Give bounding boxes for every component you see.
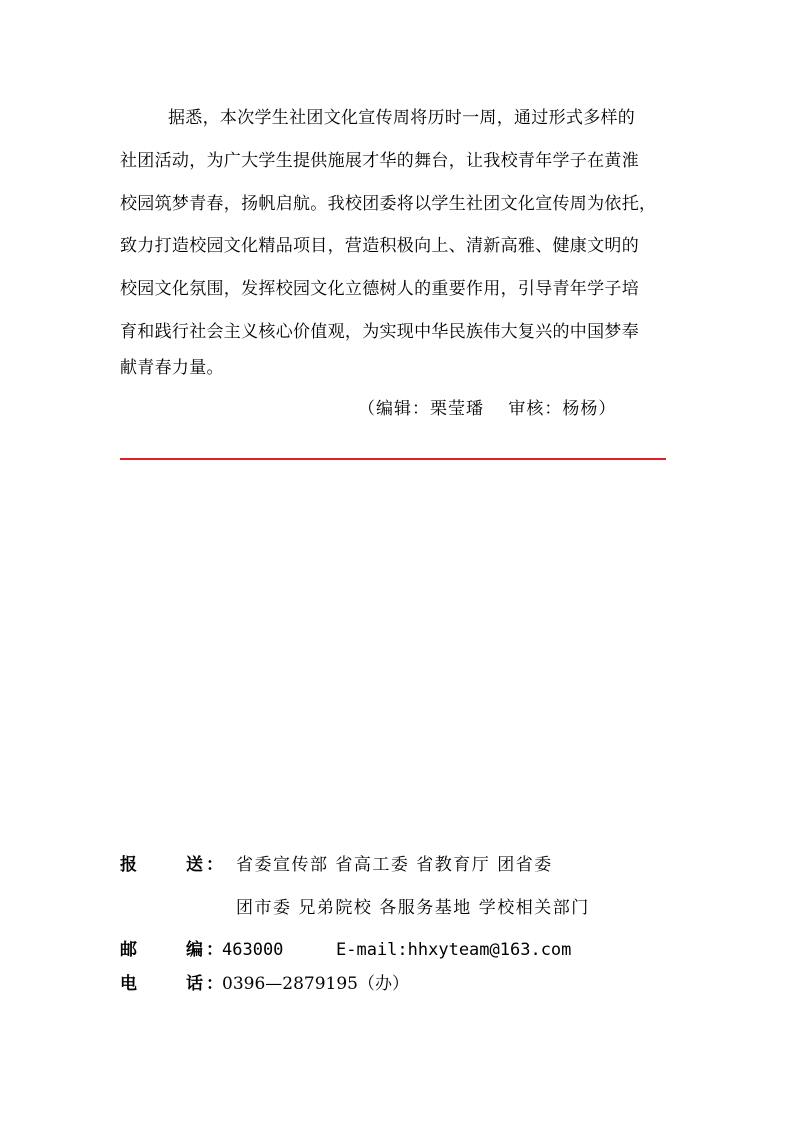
article-paragraph-line: 育和践行社会主义核心价值观，为实现中华民族伟大复兴的中国梦奉 — [120, 322, 639, 342]
editor-credit: （编辑：栗莹璠 审核：杨杨） — [358, 399, 617, 419]
article-paragraph-line: 校园文化氛围，发挥校园文化立德树人的重要作用，引导青年学子培 — [120, 279, 639, 299]
phone-value: 0396—2879195（办） — [222, 974, 409, 994]
postcode-row: 邮 编 ： 463000 E-mail:hhxyteam@163.com — [120, 940, 572, 960]
article-paragraph-line: 据悉，本次学生社团文化宣传周将历时一周，通过形式多样的 — [168, 108, 636, 128]
send-to-recipients-line1: 省委宣传部 省高工委 省教育厅 团省委 — [236, 855, 553, 875]
article-paragraph-line: 致力打造校园文化精品项目，营造积极向上、清新高雅、健康文明的 — [120, 236, 639, 256]
article-paragraph-line: 献青春力量。 — [120, 358, 224, 378]
phone-row: 电 话 ： 0396—2879195（办） — [120, 974, 409, 994]
article-paragraph-line: 社团活动，为广大学生提供施展才华的舞台，让我校青年学子在黄淮 — [120, 151, 639, 171]
send-to-row: 报 送 ： 省委宣传部 省高工委 省教育厅 团省委 — [120, 855, 553, 875]
red-divider-line — [120, 458, 666, 460]
send-to-recipients-line2: 团市委 兄弟院校 各服务基地 学校相关部门 — [236, 898, 590, 918]
send-to-row-continued — [120, 898, 680, 920]
email-address[interactable]: E-mail:hhxyteam@163.com — [336, 940, 572, 960]
postcode-value: 463000 — [222, 940, 284, 960]
article-paragraph-line: 校园筑梦青春，扬帆启航。我校团委将以学生社团文化宣传周为依托， — [120, 194, 657, 214]
